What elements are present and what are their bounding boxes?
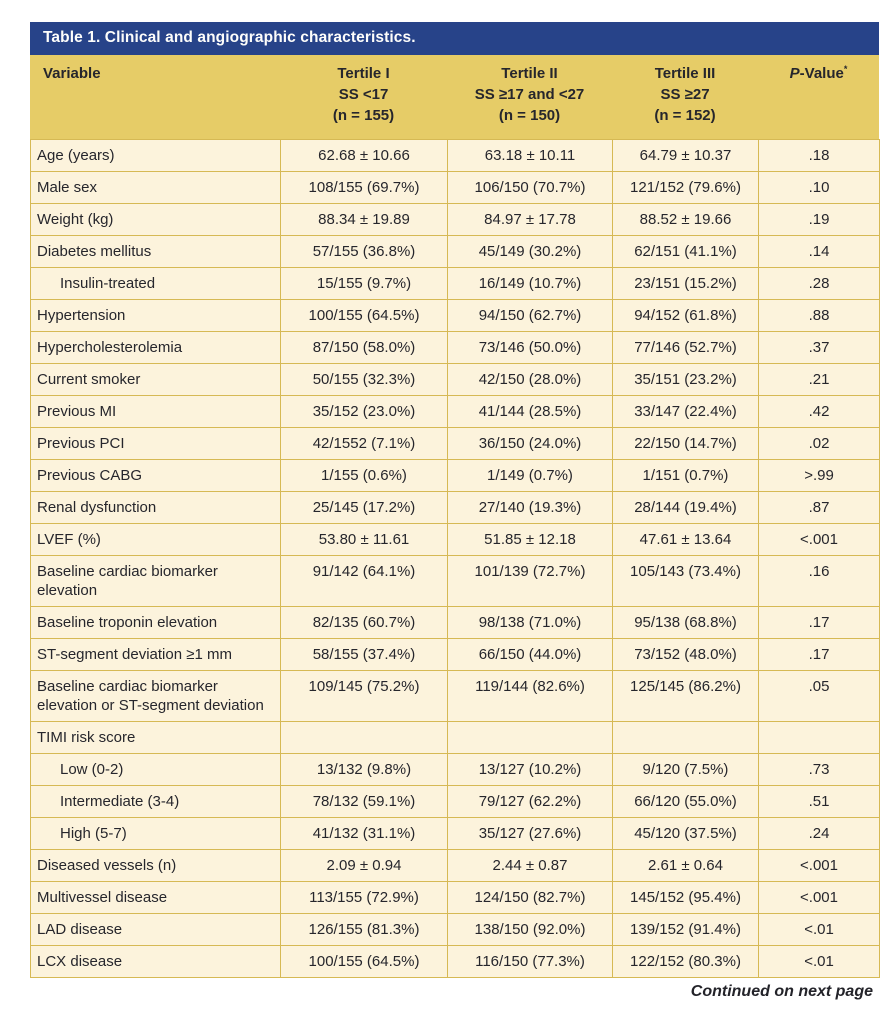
tertile3-line3: (n = 152)	[654, 107, 716, 124]
row-label: Previous CABG	[31, 460, 281, 492]
table-row	[31, 396, 880, 428]
tertile2-value: 138/150 (92.0%)	[448, 914, 613, 946]
tertile1-value: 58/155 (37.4%)	[281, 639, 448, 671]
tertile1-value: 57/155 (36.8%)	[281, 236, 448, 268]
pvalue-text: -Value	[799, 65, 844, 82]
tertile2-value: 119/144 (82.6%)	[448, 671, 613, 722]
table-title: Table 1. Clinical and angiographic characteristics.	[43, 29, 416, 46]
pvalue-value: .37	[759, 332, 880, 364]
row-label: Baseline troponin elevation	[31, 607, 281, 639]
tertile1-value: 100/155 (64.5%)	[281, 946, 448, 978]
column-header-pvalue	[758, 63, 879, 126]
row-label: Low (0-2)	[31, 754, 281, 786]
tertile2-value: 1/149 (0.7%)	[448, 460, 613, 492]
table-row	[31, 460, 880, 492]
table-row	[31, 556, 880, 607]
table-row	[31, 268, 880, 300]
table-row	[31, 946, 880, 978]
pvalue-value: <.01	[759, 914, 880, 946]
tertile3-value: 125/145 (86.2%)	[613, 671, 759, 722]
column-header-tertile1	[280, 63, 447, 126]
table-row	[31, 639, 880, 671]
tertile3-value: 94/152 (61.8%)	[613, 300, 759, 332]
pvalue-value: .16	[759, 556, 880, 607]
table-row	[31, 332, 880, 364]
row-label: LAD disease	[31, 914, 281, 946]
pvalue-value: <.001	[759, 524, 880, 556]
table-row	[31, 722, 880, 754]
tertile3-line1: Tertile III	[654, 65, 716, 82]
row-label: Baseline cardiac biomarker elevation or ST-segment deviation	[31, 671, 281, 722]
tertile3-value: 28/144 (19.4%)	[613, 492, 759, 524]
tertile3-line2: SS ≥27	[660, 86, 710, 103]
table-row	[31, 364, 880, 396]
tertile3-value: 1/151 (0.7%)	[613, 460, 759, 492]
tertile1-value: 15/155 (9.7%)	[281, 268, 448, 300]
table-row	[31, 140, 880, 172]
tertile2-value: 79/127 (62.2%)	[448, 786, 613, 818]
table-row	[31, 914, 880, 946]
data-table	[30, 139, 880, 978]
tertile2-value: 41/144 (28.5%)	[448, 396, 613, 428]
tertile1-value: 100/155 (64.5%)	[281, 300, 448, 332]
row-label: Diabetes mellitus	[31, 236, 281, 268]
tertile1-value: 113/155 (72.9%)	[281, 882, 448, 914]
tertile3-value: 88.52 ± 19.66	[613, 204, 759, 236]
continued-on-next-page-note: Continued on next page	[690, 983, 873, 1000]
tertile3-value: 47.61 ± 13.64	[613, 524, 759, 556]
tertile2-value: 101/139 (72.7%)	[448, 556, 613, 607]
tertile1-line3: (n = 155)	[332, 107, 395, 124]
tertile2-value: 2.44 ± 0.87	[448, 850, 613, 882]
pvalue-value: <.001	[759, 850, 880, 882]
pvalue-value: .21	[759, 364, 880, 396]
tertile2-value: 42/150 (28.0%)	[448, 364, 613, 396]
tertile2-value: 106/150 (70.7%)	[448, 172, 613, 204]
tertile3-value: 23/151 (15.2%)	[613, 268, 759, 300]
pvalue-value: .18	[759, 140, 880, 172]
row-label: TIMI risk score	[31, 722, 281, 754]
tertile2-value: 98/138 (71.0%)	[448, 607, 613, 639]
table-row	[31, 492, 880, 524]
table-row	[31, 850, 880, 882]
table-row	[31, 236, 880, 268]
tertile1-value: 42/1552 (7.1%)	[281, 428, 448, 460]
tertile1-value: 13/132 (9.8%)	[281, 754, 448, 786]
tertile1-line1: Tertile I	[337, 65, 390, 82]
tertile2-value: 36/150 (24.0%)	[448, 428, 613, 460]
tertile3-value: 139/152 (91.4%)	[613, 914, 759, 946]
tertile1-value: 53.80 ± 11.61	[281, 524, 448, 556]
tertile3-value: 122/152 (80.3%)	[613, 946, 759, 978]
row-label: Male sex	[31, 172, 281, 204]
pvalue-value: .10	[759, 172, 880, 204]
tertile1-value: 50/155 (32.3%)	[281, 364, 448, 396]
pvalue-value: .19	[759, 204, 880, 236]
row-label: LCX disease	[31, 946, 281, 978]
table-row	[31, 428, 880, 460]
tertile2-value: 116/150 (77.3%)	[448, 946, 613, 978]
tertile3-value: 33/147 (22.4%)	[613, 396, 759, 428]
table-row	[31, 671, 880, 722]
tertile2-value: 84.97 ± 17.78	[448, 204, 613, 236]
tertile3-value: 105/143 (73.4%)	[613, 556, 759, 607]
tertile3-value: 95/138 (68.8%)	[613, 607, 759, 639]
tertile2-value: 124/150 (82.7%)	[448, 882, 613, 914]
tertile1-value: 88.34 ± 19.89	[281, 204, 448, 236]
pvalue-value: <.01	[759, 946, 880, 978]
tertile2-line3: (n = 150)	[498, 107, 561, 124]
tertile3-value: 22/150 (14.7%)	[613, 428, 759, 460]
tertile3-value: 62/151 (41.1%)	[613, 236, 759, 268]
tertile1-value	[281, 722, 448, 754]
tertile3-value	[613, 722, 759, 754]
row-label: Diseased vessels (n)	[31, 850, 281, 882]
tertile1-value: 91/142 (64.1%)	[281, 556, 448, 607]
pvalue-italic-p: P	[789, 65, 800, 82]
pvalue-value: .17	[759, 639, 880, 671]
tertile2-value: 51.85 ± 12.18	[448, 524, 613, 556]
column-header-tertile3	[612, 63, 758, 126]
row-label: Multivessel disease	[31, 882, 281, 914]
tertile1-value: 25/145 (17.2%)	[281, 492, 448, 524]
pvalue-value: .73	[759, 754, 880, 786]
tertile2-line1: Tertile II	[501, 65, 558, 82]
tertile2-value: 66/150 (44.0%)	[448, 639, 613, 671]
row-label: Previous MI	[31, 396, 281, 428]
pvalue-value: .87	[759, 492, 880, 524]
table-row	[31, 754, 880, 786]
tertile3-value: 35/151 (23.2%)	[613, 364, 759, 396]
pvalue-footnote-marker: *	[843, 64, 848, 74]
table-row	[31, 172, 880, 204]
pvalue-value: >.99	[759, 460, 880, 492]
tertile1-value: 35/152 (23.0%)	[281, 396, 448, 428]
tertile2-value: 45/149 (30.2%)	[448, 236, 613, 268]
tertile2-value	[448, 722, 613, 754]
pvalue-value: .24	[759, 818, 880, 850]
table-row	[31, 300, 880, 332]
tertile3-value: 145/152 (95.4%)	[613, 882, 759, 914]
pvalue-value: .17	[759, 607, 880, 639]
tertile1-value: 126/155 (81.3%)	[281, 914, 448, 946]
tertile1-value: 87/150 (58.0%)	[281, 332, 448, 364]
tertile2-value: 35/127 (27.6%)	[448, 818, 613, 850]
pvalue-value: .02	[759, 428, 880, 460]
tertile3-value: 77/146 (52.7%)	[613, 332, 759, 364]
tertile2-value: 94/150 (62.7%)	[448, 300, 613, 332]
table-header-row	[30, 55, 879, 139]
table-title-bar	[30, 22, 879, 55]
pvalue-value: .42	[759, 396, 880, 428]
pvalue-value: .28	[759, 268, 880, 300]
row-label: ST-segment deviation ≥1 mm	[31, 639, 281, 671]
row-label: Previous PCI	[31, 428, 281, 460]
row-label: LVEF (%)	[31, 524, 281, 556]
table-row	[31, 786, 880, 818]
tertile2-value: 27/140 (19.3%)	[448, 492, 613, 524]
tertile1-value: 82/135 (60.7%)	[281, 607, 448, 639]
tertile1-value: 108/155 (69.7%)	[281, 172, 448, 204]
tertile1-value: 109/145 (75.2%)	[281, 671, 448, 722]
tertile2-value: 16/149 (10.7%)	[448, 268, 613, 300]
row-label: Hypertension	[31, 300, 281, 332]
row-label: Renal dysfunction	[31, 492, 281, 524]
tertile1-line2: SS <17	[338, 86, 389, 103]
tertile3-value: 73/152 (48.0%)	[613, 639, 759, 671]
tertile1-value: 62.68 ± 10.66	[281, 140, 448, 172]
column-header-tertile2	[447, 63, 612, 126]
table-row	[31, 524, 880, 556]
clinical-characteristics-table	[30, 22, 879, 1001]
row-label: Intermediate (3-4)	[31, 786, 281, 818]
tertile3-value: 2.61 ± 0.64	[613, 850, 759, 882]
tertile1-value: 2.09 ± 0.94	[281, 850, 448, 882]
table-row	[31, 204, 880, 236]
pvalue-value: .05	[759, 671, 880, 722]
pvalue-value: .14	[759, 236, 880, 268]
tertile2-line2: SS ≥17 and <27	[474, 86, 585, 103]
row-label: Current smoker	[31, 364, 281, 396]
tertile3-value: 66/120 (55.0%)	[613, 786, 759, 818]
row-label: Weight (kg)	[31, 204, 281, 236]
row-label: Insulin-treated	[31, 268, 281, 300]
tertile2-value: 13/127 (10.2%)	[448, 754, 613, 786]
row-label: Age (years)	[31, 140, 281, 172]
tertile1-value: 1/155 (0.6%)	[281, 460, 448, 492]
tertile3-value: 9/120 (7.5%)	[613, 754, 759, 786]
pvalue-value: <.001	[759, 882, 880, 914]
column-header-variable: Variable	[43, 65, 101, 82]
row-label: Hypercholesterolemia	[31, 332, 281, 364]
pvalue-value: .51	[759, 786, 880, 818]
tertile1-value: 78/132 (59.1%)	[281, 786, 448, 818]
table-row	[31, 882, 880, 914]
tertile1-value: 41/132 (31.1%)	[281, 818, 448, 850]
pvalue-value	[759, 722, 880, 754]
tertile3-value: 64.79 ± 10.37	[613, 140, 759, 172]
table-row	[31, 818, 880, 850]
tertile3-value: 121/152 (79.6%)	[613, 172, 759, 204]
pvalue-value: .88	[759, 300, 880, 332]
row-label: Baseline cardiac biomarker elevation	[31, 556, 281, 607]
tertile3-value: 45/120 (37.5%)	[613, 818, 759, 850]
table-row	[31, 607, 880, 639]
tertile2-value: 73/146 (50.0%)	[448, 332, 613, 364]
table-body	[31, 140, 880, 978]
tertile2-value: 63.18 ± 10.11	[448, 140, 613, 172]
row-label: High (5-7)	[31, 818, 281, 850]
